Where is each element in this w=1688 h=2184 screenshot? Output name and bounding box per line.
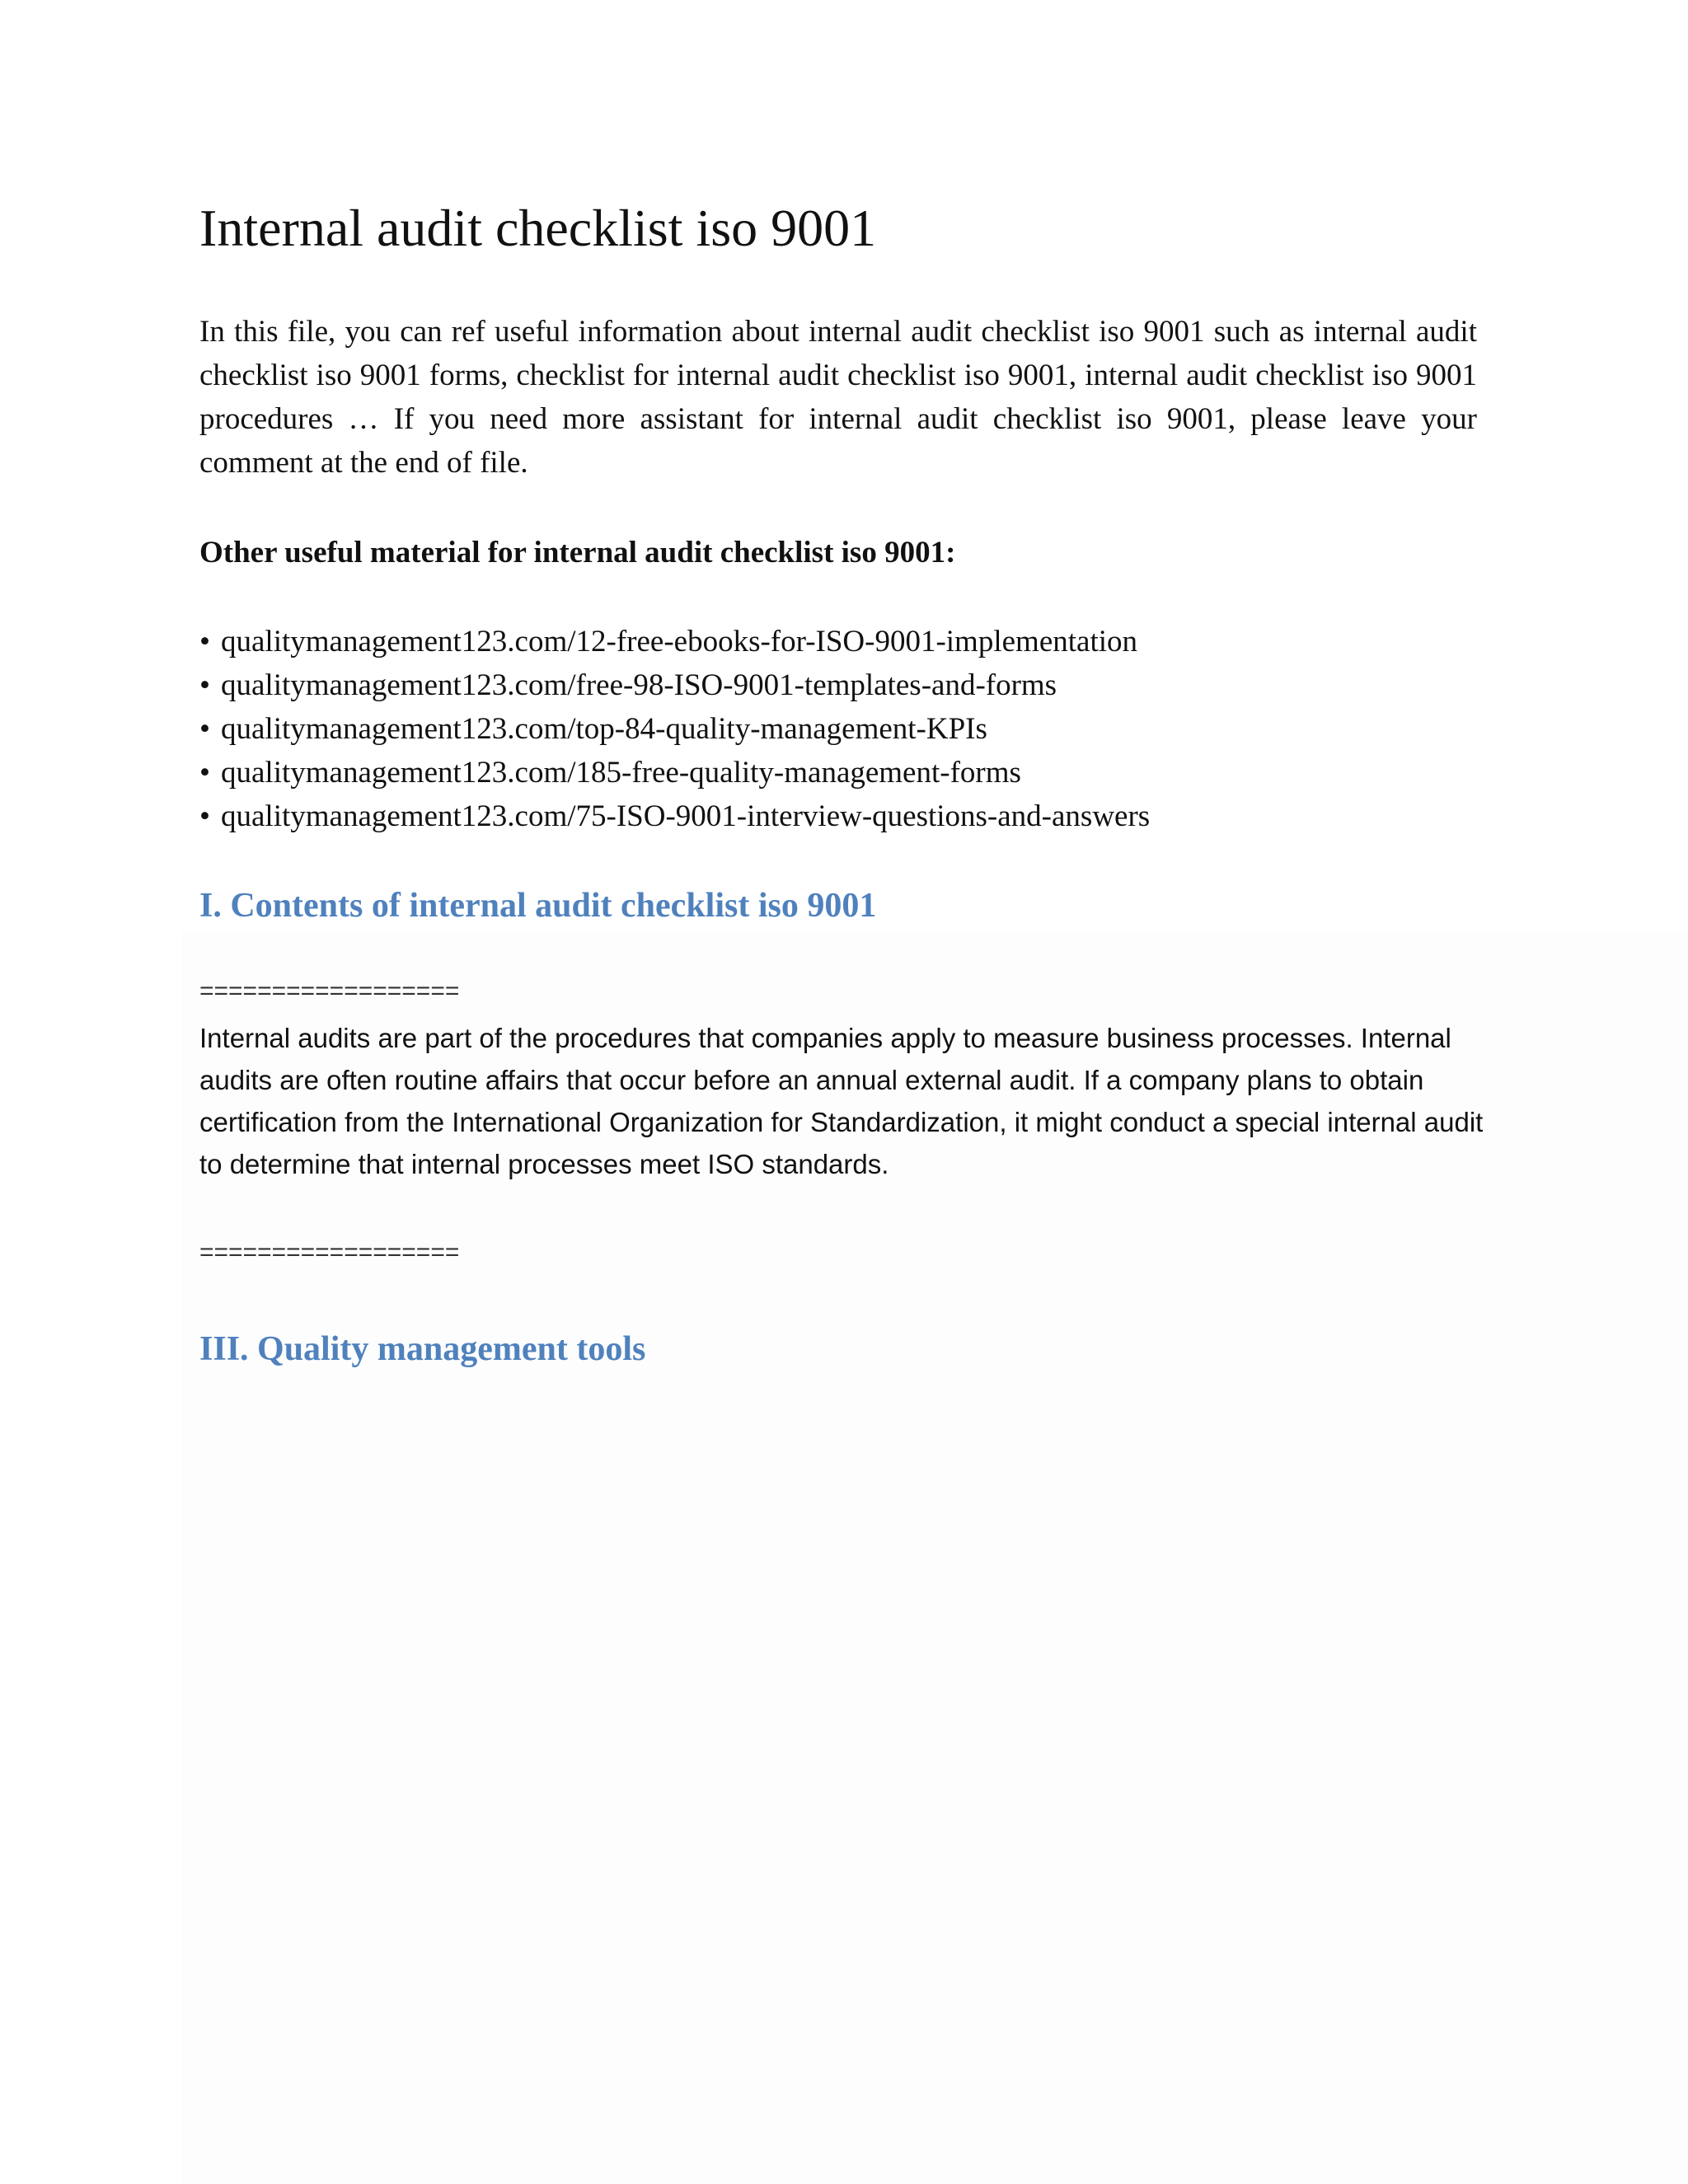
bullet-icon: •: [199, 625, 210, 658]
list-item[interactable]: [199, 707, 1150, 751]
bullet-icon: •: [199, 668, 210, 702]
section-heading-tools: III. Quality management tools: [199, 1330, 646, 1368]
divider-line: ==================: [199, 1239, 460, 1266]
useful-material-heading: Other useful material for internal audit checklist iso 9001:: [199, 536, 956, 569]
link-text[interactable]: qualitymanagement123.com/12-free-ebooks-for-ISO-9001-implementation: [221, 625, 1138, 658]
section-heading-contents: I. Contents of internal audit checklist iso 9001: [199, 887, 877, 925]
section-body-paragraph: Internal audits are part of the procedures that companies apply to measure business processes. Internal audits are often routine affairs that occur before an annual external audit. If a company plans to obtain certification from the International Organization for Standardization, it might conduct a special internal audit to determine that internal processes meet ISO standards.: [199, 1023, 1484, 1179]
link-text[interactable]: qualitymanagement123.com/top-84-quality-management-KPIs: [221, 712, 987, 746]
bullet-icon: •: [199, 799, 210, 833]
list-item[interactable]: [199, 794, 1150, 838]
link-text[interactable]: qualitymanagement123.com/185-free-quality-management-forms: [221, 756, 1021, 790]
divider-line: ==================: [199, 977, 460, 1005]
link-text[interactable]: qualitymanagement123.com/free-98-ISO-9001-templates-and-forms: [221, 668, 1057, 702]
bullet-icon: •: [199, 712, 210, 746]
bullet-icon: •: [199, 756, 210, 790]
link-text[interactable]: qualitymanagement123.com/75-ISO-9001-interview-questions-and-answers: [221, 799, 1151, 833]
useful-links-list: [199, 620, 1150, 838]
list-item[interactable]: [199, 663, 1150, 707]
list-item[interactable]: [199, 620, 1150, 663]
list-item[interactable]: [199, 751, 1150, 794]
intro-paragraph: In this file, you can ref useful information about internal audit checklist iso 9001 such as internal audit checklist iso 9001 forms, checklist for internal audit checklist iso 9001, internal audit checklist iso 9001 procedures … If you need more assistant for internal audit checklist iso 9001, please leave your comment at the end of file.: [199, 315, 1477, 480]
page-title: Internal audit checklist iso 9001: [199, 199, 877, 257]
